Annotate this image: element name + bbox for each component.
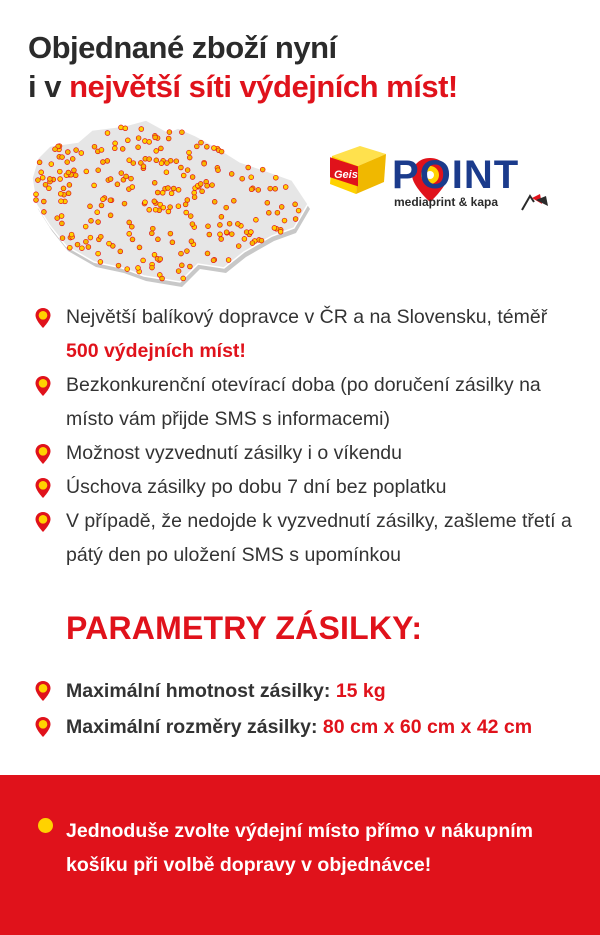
- pickup-point-marker: [84, 239, 89, 244]
- pickup-point-marker: [210, 183, 215, 188]
- pickup-point-marker: [188, 264, 193, 269]
- pickup-point-marker: [272, 226, 277, 231]
- pickup-point-marker: [164, 170, 169, 175]
- pickup-point-marker: [293, 202, 298, 207]
- pickup-point-marker: [181, 276, 186, 281]
- pickup-point-marker: [129, 176, 134, 181]
- geis-point-logo: [326, 140, 556, 214]
- pickup-point-marker: [198, 182, 203, 187]
- pickup-point-marker: [190, 175, 195, 180]
- benefit-text: Bezkonkurenční otevírací doba (po doručení zásilky na místo vám přijde SMS s informacemi): [66, 374, 541, 430]
- location-pin-icon: [34, 680, 52, 702]
- pickup-point-marker: [167, 130, 172, 135]
- pickup-point-marker: [260, 167, 265, 172]
- pickup-point-marker: [273, 175, 278, 180]
- headline-line-1: Objednané zboží nyní: [28, 30, 337, 65]
- pickup-point-marker: [184, 210, 189, 215]
- pickup-point-marker: [219, 149, 224, 154]
- pickup-point-marker: [47, 177, 52, 182]
- pickup-point-marker: [84, 169, 89, 174]
- benefits-list: [34, 300, 579, 572]
- pickup-point-marker: [136, 266, 141, 271]
- pickup-point-marker: [256, 188, 261, 193]
- pickup-point-marker: [40, 175, 45, 180]
- pickup-point-marker: [190, 222, 195, 227]
- pickup-point-marker: [249, 187, 254, 192]
- pickup-point-marker: [96, 220, 101, 225]
- pickup-point-marker: [73, 173, 78, 178]
- benefit-item: [34, 504, 579, 572]
- pickup-point-marker: [141, 164, 146, 169]
- location-pin-icon: [34, 443, 52, 465]
- headline: [28, 28, 458, 106]
- pickup-point-marker: [160, 276, 165, 281]
- pickup-point-marker: [282, 218, 287, 223]
- pickup-point-marker: [156, 237, 161, 242]
- pickup-point-marker: [107, 241, 112, 246]
- pickup-point-marker: [211, 258, 216, 263]
- pickup-point-marker: [127, 220, 132, 225]
- info-banner: [0, 775, 600, 935]
- pickup-point-marker: [58, 191, 63, 196]
- pickup-point-marker: [204, 144, 209, 149]
- pickup-point-marker: [283, 185, 288, 190]
- pickup-point-marker: [116, 263, 121, 268]
- benefit-item: [34, 436, 579, 470]
- pickup-point-marker: [227, 221, 232, 226]
- pickup-point-marker: [129, 224, 134, 229]
- pickup-point-marker: [169, 191, 174, 196]
- pickup-point-marker: [83, 224, 88, 229]
- pickup-point-marker: [224, 205, 229, 210]
- pickup-point-marker: [219, 214, 224, 219]
- pickup-point-marker: [202, 161, 207, 166]
- benefit-text: V případě, že nedojde k vyzvednutí zásilky, zašleme třetí a pátý den po uložení SMS s upomínkou: [66, 510, 572, 566]
- mediaprint-mark-icon: [522, 194, 548, 210]
- pickup-point-marker: [113, 141, 118, 146]
- location-pin-icon: [34, 375, 52, 397]
- pickup-point-marker: [59, 214, 64, 219]
- pickup-point-marker: [37, 160, 42, 165]
- pickup-point-marker: [143, 200, 148, 205]
- pickup-point-marker: [218, 232, 223, 237]
- pickup-point-marker: [150, 226, 155, 231]
- pickup-point-marker: [105, 131, 110, 136]
- pickup-point-marker: [105, 159, 110, 164]
- pickup-point-marker: [66, 170, 71, 175]
- pickup-point-marker: [259, 238, 264, 243]
- pickup-point-marker: [67, 245, 72, 250]
- pickup-point-marker: [168, 231, 173, 236]
- benefit-item: [34, 470, 579, 504]
- pickup-point-marker: [179, 263, 184, 268]
- pickup-point-marker: [154, 149, 159, 154]
- logo-word: POINT: [392, 153, 520, 197]
- headline-line-2-prefix: i v: [28, 69, 70, 104]
- pickup-point-marker: [166, 136, 171, 141]
- pickup-point-marker: [60, 155, 65, 160]
- pickup-point-marker: [123, 126, 128, 131]
- pickup-point-marker: [122, 201, 127, 206]
- pickup-point-marker: [88, 235, 93, 240]
- pickup-point-marker: [200, 189, 205, 194]
- pickup-point-marker: [187, 155, 192, 160]
- bullet-dot-icon: [38, 818, 53, 833]
- pickup-point-marker: [205, 183, 210, 188]
- pickup-point-marker: [108, 198, 113, 203]
- pickup-point-marker: [57, 169, 62, 174]
- banner-text: Jednoduše zvolte výdejní místo přímo v nákupním košíku při volbě dopravy v objednávce!: [66, 820, 534, 876]
- pickup-point-marker: [130, 185, 135, 190]
- pickup-point-marker: [49, 162, 54, 167]
- pickup-point-marker: [212, 146, 217, 151]
- pickup-point-marker: [212, 199, 217, 204]
- pickup-point-marker: [236, 244, 241, 249]
- parameters-list: [34, 673, 594, 745]
- pickup-point-marker: [218, 223, 223, 228]
- pickup-point-marker: [180, 130, 185, 135]
- pickup-point-marker: [60, 221, 65, 226]
- pickup-point-marker: [249, 175, 254, 180]
- pickup-point-marker: [65, 150, 70, 155]
- pickup-point-marker: [176, 204, 181, 209]
- pickup-point-marker: [219, 237, 224, 242]
- pickup-point-marker: [235, 222, 240, 227]
- pickup-point-marker: [34, 198, 39, 203]
- pickup-point-marker: [275, 210, 280, 215]
- pickup-point-marker: [66, 191, 71, 196]
- pickup-point-marker: [183, 202, 188, 207]
- pickup-point-marker: [229, 232, 234, 237]
- pickup-point-marker: [155, 190, 160, 195]
- location-pin-icon: [34, 477, 52, 499]
- pickup-point-marker: [127, 231, 132, 236]
- pickup-point-marker: [152, 180, 157, 185]
- pickup-point-marker: [174, 159, 179, 164]
- pickup-point-marker: [72, 168, 77, 173]
- pickup-point-marker: [159, 146, 164, 151]
- czech-republic-pickup-map: [28, 118, 310, 288]
- pickup-point-marker: [206, 224, 211, 229]
- headline-line-2-highlight: největší síti výdejních míst!: [69, 69, 458, 104]
- pickup-point-marker: [137, 245, 142, 250]
- pickup-point-marker: [205, 251, 210, 256]
- pickup-point-marker: [160, 190, 165, 195]
- pickup-point-marker: [120, 147, 125, 152]
- pickup-point-marker: [65, 160, 70, 165]
- pickup-point-marker: [246, 165, 251, 170]
- pickup-point-marker: [101, 160, 106, 165]
- pickup-point-marker: [58, 177, 63, 182]
- pickup-point-marker: [99, 203, 104, 208]
- pickup-point-marker: [159, 161, 164, 166]
- pickup-point-marker: [53, 147, 58, 152]
- benefit-text: Největší balíkový dopravce v ČR a na Slovensku, téměř: [66, 306, 548, 328]
- pickup-point-marker: [207, 232, 212, 237]
- pickup-point-marker: [136, 136, 141, 141]
- location-pin-icon: [34, 716, 52, 738]
- pickup-point-marker: [70, 157, 75, 162]
- pickup-point-marker: [41, 199, 46, 204]
- pickup-point-marker: [125, 138, 130, 143]
- pickup-point-marker: [80, 246, 85, 251]
- pickup-point-marker: [170, 240, 175, 245]
- pickup-point-marker: [268, 186, 273, 191]
- parameter-value: 15 kg: [335, 680, 386, 702]
- pickup-point-marker: [179, 165, 184, 170]
- location-pin-icon: [34, 511, 52, 533]
- pickup-point-marker: [179, 251, 184, 256]
- pickup-point-marker: [161, 205, 166, 210]
- parameters-title: PARAMETRY ZÁSILKY:: [66, 610, 423, 646]
- pickup-point-marker: [115, 182, 120, 187]
- pickup-point-marker: [108, 177, 113, 182]
- pickup-point-marker: [149, 231, 154, 236]
- pickup-point-marker: [147, 140, 152, 145]
- pickup-point-marker: [154, 158, 159, 163]
- pickup-point-marker: [67, 183, 72, 188]
- pickup-point-marker: [168, 205, 173, 210]
- pickup-point-marker: [130, 237, 135, 242]
- pickup-point-marker: [42, 210, 47, 215]
- pickup-point-marker: [278, 229, 283, 234]
- pickup-point-marker: [229, 172, 234, 177]
- pickup-point-marker: [92, 144, 97, 149]
- pickup-point-marker: [242, 237, 247, 242]
- pickup-point-marker: [153, 135, 158, 140]
- pickup-point-marker: [153, 207, 158, 212]
- pickup-point-marker: [98, 234, 103, 239]
- geis-box-icon: [330, 146, 386, 194]
- pickup-point-marker: [266, 210, 271, 215]
- pickup-point-marker: [240, 176, 245, 181]
- pickup-point-marker: [61, 186, 66, 191]
- parameter-label: Maximální hmotnost zásilky:: [66, 680, 336, 702]
- pickup-point-marker: [79, 151, 84, 156]
- pickup-point-marker: [165, 161, 170, 166]
- pickup-point-marker: [92, 183, 97, 188]
- pickup-point-marker: [194, 144, 199, 149]
- pickup-point-marker: [185, 168, 190, 173]
- parameter-item: [34, 673, 594, 709]
- pickup-point-marker: [43, 182, 48, 187]
- pickup-point-marker: [273, 186, 278, 191]
- pickup-point-marker: [119, 171, 124, 176]
- parameter-label: Maximální rozměry zásilky:: [66, 716, 323, 738]
- pickup-point-marker: [189, 239, 194, 244]
- pickup-point-marker: [152, 199, 157, 204]
- pickup-point-marker: [249, 230, 254, 235]
- pickup-point-marker: [150, 265, 155, 270]
- pickup-point-marker: [99, 148, 104, 153]
- pickup-point-marker: [176, 269, 181, 274]
- pickup-point-marker: [59, 199, 64, 204]
- pickup-point-marker: [112, 146, 117, 151]
- pickup-point-marker: [254, 217, 259, 222]
- pickup-point-marker: [176, 187, 181, 192]
- geis-badge-text: Geis: [334, 169, 358, 181]
- pickup-point-marker: [88, 204, 93, 209]
- pickup-point-marker: [96, 251, 101, 256]
- pickup-point-marker: [74, 148, 79, 153]
- parameter-value: 80 cm x 60 cm x 42 cm: [322, 716, 533, 738]
- pickup-point-marker: [86, 245, 91, 250]
- pickup-point-marker: [187, 150, 192, 155]
- pickup-point-marker: [60, 236, 65, 241]
- parameter-item: [34, 709, 594, 745]
- pickup-point-marker: [75, 242, 80, 247]
- pickup-point-marker: [89, 218, 94, 223]
- pickup-point-marker: [185, 249, 190, 254]
- pickup-point-marker: [69, 232, 74, 237]
- pickup-point-marker: [224, 230, 229, 235]
- benefit-text: Možnost vyzvednutí zásilky i o víkendu: [66, 442, 402, 464]
- benefit-text: Úschova zásilky po dobu 7 dní bez poplatku: [66, 476, 447, 498]
- pickup-point-marker: [39, 170, 44, 175]
- pickup-point-marker: [34, 192, 39, 197]
- pickup-point-marker: [296, 208, 301, 213]
- pickup-point-marker: [171, 186, 176, 191]
- pickup-point-marker: [131, 161, 136, 166]
- pickup-point-marker: [108, 213, 113, 218]
- pickup-point-marker: [188, 214, 193, 219]
- pickup-point-marker: [95, 210, 100, 215]
- pickup-point-marker: [265, 200, 270, 205]
- logo-subtitle: mediaprint & kapa: [394, 195, 499, 209]
- pickup-point-marker: [125, 267, 130, 272]
- pickup-point-marker: [181, 173, 186, 178]
- pickup-point-marker: [98, 260, 103, 265]
- pickup-point-marker: [118, 249, 123, 254]
- pickup-point-marker: [147, 157, 152, 162]
- pickup-point-marker: [141, 258, 146, 263]
- benefit-item: [34, 368, 579, 436]
- pickup-point-marker: [279, 205, 284, 210]
- benefit-item: [34, 300, 579, 368]
- pickup-point-marker: [226, 258, 231, 263]
- benefit-highlight: 500 výdejních míst!: [66, 340, 246, 362]
- pickup-point-marker: [158, 257, 163, 262]
- pickup-point-marker: [250, 241, 255, 246]
- pickup-point-marker: [192, 195, 197, 200]
- pickup-point-marker: [293, 217, 298, 222]
- pickup-point-marker: [147, 207, 152, 212]
- pickup-point-marker: [199, 140, 204, 145]
- pickup-point-marker: [139, 127, 144, 132]
- pickup-point-marker: [101, 197, 106, 202]
- pickup-point-marker: [216, 168, 221, 173]
- location-pin-icon: [34, 307, 52, 329]
- pickup-point-marker: [55, 216, 60, 221]
- pickup-point-marker: [124, 174, 129, 179]
- pickup-point-marker: [231, 198, 236, 203]
- pickup-point-marker: [166, 186, 171, 191]
- pickup-point-marker: [136, 145, 141, 150]
- pickup-point-marker: [96, 168, 101, 173]
- pickup-point-marker: [36, 178, 41, 183]
